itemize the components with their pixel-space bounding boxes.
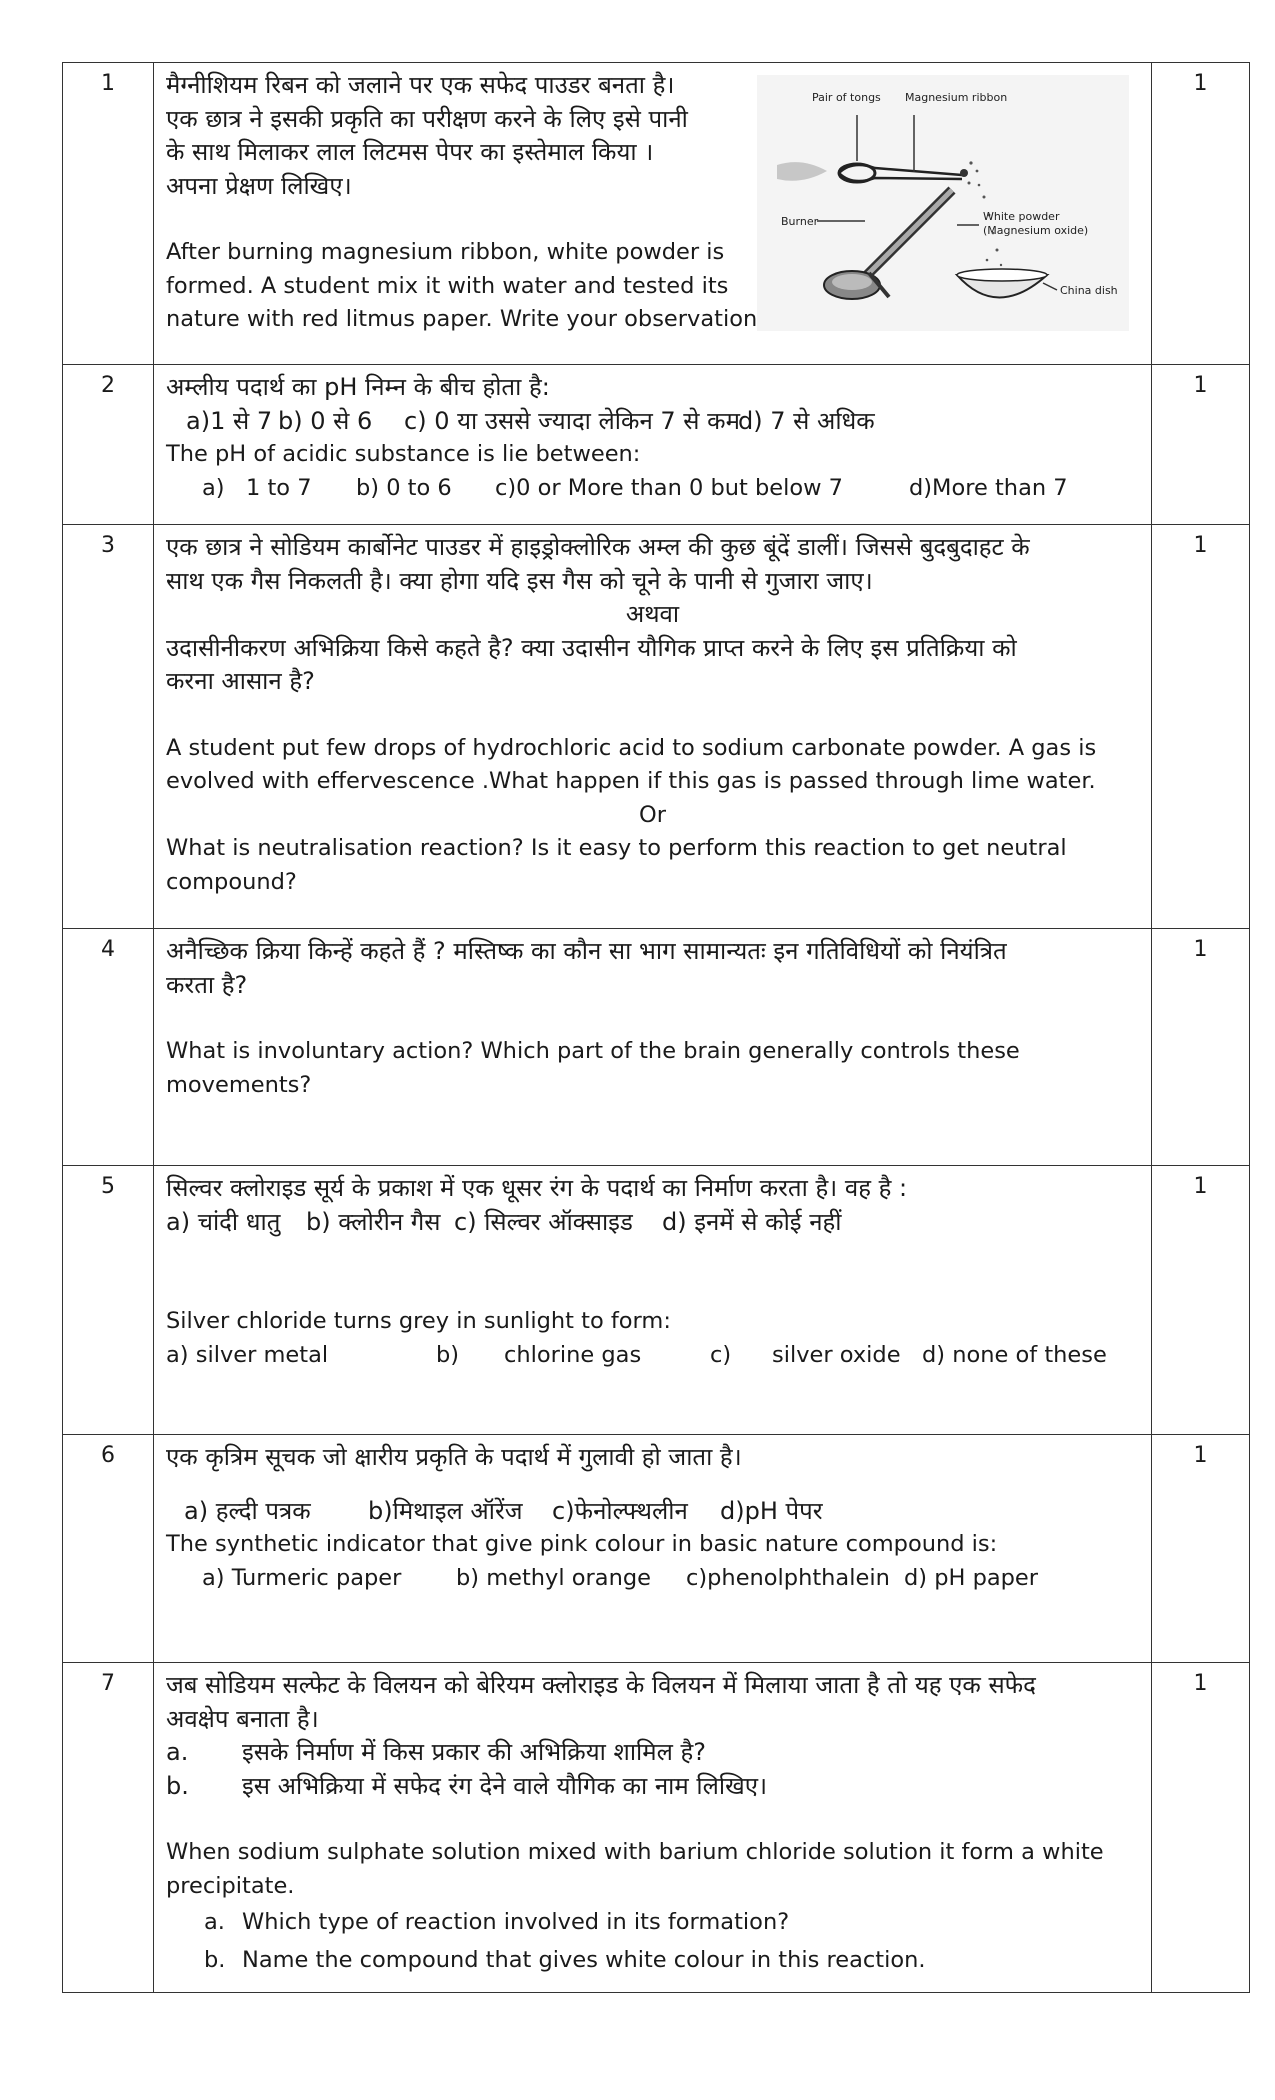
question-row-2 [63,365,1250,525]
question-row-4 [63,929,1250,1166]
question-table [62,62,1250,1993]
question-body [154,1663,1152,1993]
question-number: 5 [63,1166,154,1435]
figure-label: Burner [781,215,819,228]
text-line: nature with red litmus paper. Write your observation [166,306,758,332]
question-number: 1 [63,63,154,365]
question-hindi: अम्लीय पदार्थ का pH निम्न के बीच होता है: [166,373,550,401]
option: c)phenolphthalein [686,1564,890,1591]
options-hindi [166,1206,1139,1240]
text-line: movements? [166,1071,312,1098]
or-label: Or [639,801,666,828]
option: d) इनमें से कोई नहीं [662,1207,842,1236]
option: d)pH पेपर [720,1496,823,1525]
text-line: साथ एक गैस निकलती है। क्या होगा यदि इस गैस को चूने के पानी से गुजारा जाए। [166,566,873,595]
question-row-3 [63,525,1250,929]
text-line: करता है? [166,970,248,999]
question-marks: 1 [1152,1166,1250,1435]
option: chlorine gas [504,1341,642,1368]
option: c) 0 या उससे ज्यादा लेकिन 7 से कम [404,406,740,435]
question-hindi [166,531,1139,699]
question-number: 3 [63,525,154,929]
option: c) सिल्वर ऑक्साइड [454,1207,633,1236]
option: a) silver metal [166,1341,329,1368]
option: b) क्लोरीन गैस [306,1207,441,1236]
question-body [154,929,1152,1166]
text-line: What is neutralisation reaction? Is it easy to perform this reaction to get neutral [166,835,1067,861]
question-row-1 [63,63,1250,365]
text-line: एक छात्र ने सोडियम कार्बोनेट पाउडर में हाइड्रोक्लोरिक अम्ल की कुछ बूंदें डालीं। जिससे बुदबुदाहट के [166,533,1030,561]
text-line: मैग्नीशियम रिबन को जलाने पर एक सफेद पाउडर बनता है। [166,71,675,99]
question-row-6 [63,1435,1250,1663]
figure-label: White powder [983,210,1060,223]
sub-text: इस अभिक्रिया में सफेद रंग देने वाले यौगिक का नाम लिखिए। [242,1771,768,1800]
option: a) हल्दी पत्रक [184,1496,311,1525]
option: b) [436,1341,460,1368]
text-line: अनैच्छिक क्रिया किन्हें कहते हैं ? मस्तिष्क का कौन सा भाग सामान्यतः इन गतिविधियों को नियंत्रित [166,937,1007,965]
sub-question [166,1941,1139,1979]
question-marks: 1 [1152,365,1250,525]
question-english [166,1035,1139,1102]
text-line: अपना प्रेक्षण लिखिए। [166,171,352,200]
text-line: formed. A student mix it with water and tested its [166,272,729,299]
sub-question [166,1903,1139,1941]
text-line: जब सोडियम सल्फेट के विलयन को बेरियम क्लोराइड के विलयन में मिलाया जाता है तो यह एक सफेद [166,1671,1036,1699]
question-english: The synthetic indicator that give pink colour in basic nature compound is: [166,1531,998,1557]
text-line: evolved with effervescence .What happen if this gas is passed through lime water. [166,768,1096,794]
question-hindi [166,935,1139,1002]
question-marks: 1 [1152,525,1250,929]
question-english [166,1836,1139,1979]
question-marks: 1 [1152,1435,1250,1663]
options-hindi [166,1495,1139,1529]
option: b)मिथाइल ऑरेंज [368,1496,523,1525]
figure-label: Magnesium ribbon [905,91,1008,104]
question-number: 2 [63,365,154,525]
option: b) methyl orange [456,1564,651,1591]
question-number: 4 [63,929,154,1166]
question-body [154,365,1152,525]
option: a) चांदी धातु [166,1207,281,1236]
text-line: के साथ मिलाकर लाल लिटमस पेपर का इस्तेमाल किया । [166,138,654,166]
sub-label: a. [166,1738,189,1766]
sub-question [166,1770,1139,1804]
question-number: 7 [63,1663,154,1993]
or-label: अथवा [625,600,680,628]
option: d)More than 7 [909,474,1068,501]
text-line: What is involuntary action? Which part of the brain generally controls these [166,1038,1020,1064]
options-english [166,472,1139,506]
text-line: करना आसान है? [166,667,315,695]
sub-question [166,1736,1139,1770]
sub-text: इसके निर्माण में किस प्रकार की अभिक्रिया शामिल है? [242,1738,706,1766]
question-marks: 1 [1152,1663,1250,1993]
text-line: After burning magnesium ribbon, white powder is [166,239,725,265]
question-row-5 [63,1166,1250,1435]
option: c)0 or More than 0 but below 7 [495,474,843,501]
option: d) pH paper [904,1564,1039,1591]
question-row-7 [63,1663,1250,1993]
question-hindi: सिल्वर क्लोराइड सूर्य के प्रकाश में एक धूसर रंग के पदार्थ का निर्माण करता है। वह है : [166,1174,908,1202]
sub-label: b. [204,1947,226,1973]
text-line: compound? [166,868,297,895]
question-marks: 1 [1152,929,1250,1166]
question-body [154,1435,1152,1663]
text-line: When sodium sulphate solution mixed with barium chloride solution it form a white [166,1839,1104,1865]
option: c) [710,1341,732,1368]
question-english: Silver chloride turns grey in sunlight to form: [166,1308,671,1334]
options-hindi [166,405,1139,439]
magnesium-burning-figure [757,75,1129,331]
sub-text: Name the compound that gives white colour in this reaction. [242,1947,926,1973]
question-hindi [166,1669,1139,1803]
question-english [166,732,1139,900]
text-line: एक छात्र ने इसकी प्रकृति का परीक्षण करने के लिए इसे पानी [166,104,688,133]
question-english: The pH of acidic substance is lie between: [166,441,641,467]
question-number: 6 [63,1435,154,1663]
text-line: precipitate. [166,1872,295,1899]
sub-text: Which type of reaction involved in its formation? [242,1909,790,1935]
text-line: उदासीनीकरण अभिक्रिया किसे कहते है? क्या उदासीन यौगिक प्राप्त करने के लिए इस प्रतिक्रिया को [166,633,1017,662]
option: c)फेनोल्फ्थलीन [552,1496,688,1525]
option: d) 7 से अधिक [738,406,875,435]
options-english [166,1562,1139,1596]
text-line: A student put few drops of hydrochloric acid to sodium carbonate powder. A gas is [166,734,1097,761]
question-hindi: एक कृत्रिम सूचक जो क्षारीय प्रकृति के पदार्थ में गुलावी हो जाता है। [166,1443,742,1471]
option: b) 0 से 6 [278,406,373,435]
figure-label: Pair of tongs [812,91,881,104]
figure-label: (Magnesium oxide) [983,224,1089,237]
option: b) 0 to 6 [356,474,452,501]
sub-label: b. [166,1771,189,1800]
options-english [166,1339,1139,1373]
option: a)1 से 7 [186,406,273,435]
option: a) 1 to 7 [202,474,312,501]
option: a) Turmeric paper [202,1564,402,1591]
figure-label: China dish [1060,284,1118,297]
question-body [154,63,1152,365]
option: d) none of these [922,1341,1107,1368]
sub-label: a. [204,1909,225,1935]
question-marks: 1 [1152,63,1250,365]
text-line: अवक्षेप बनाता है। [166,1704,319,1733]
question-body [154,525,1152,929]
option: silver oxide [772,1341,901,1368]
question-body [154,1166,1152,1435]
